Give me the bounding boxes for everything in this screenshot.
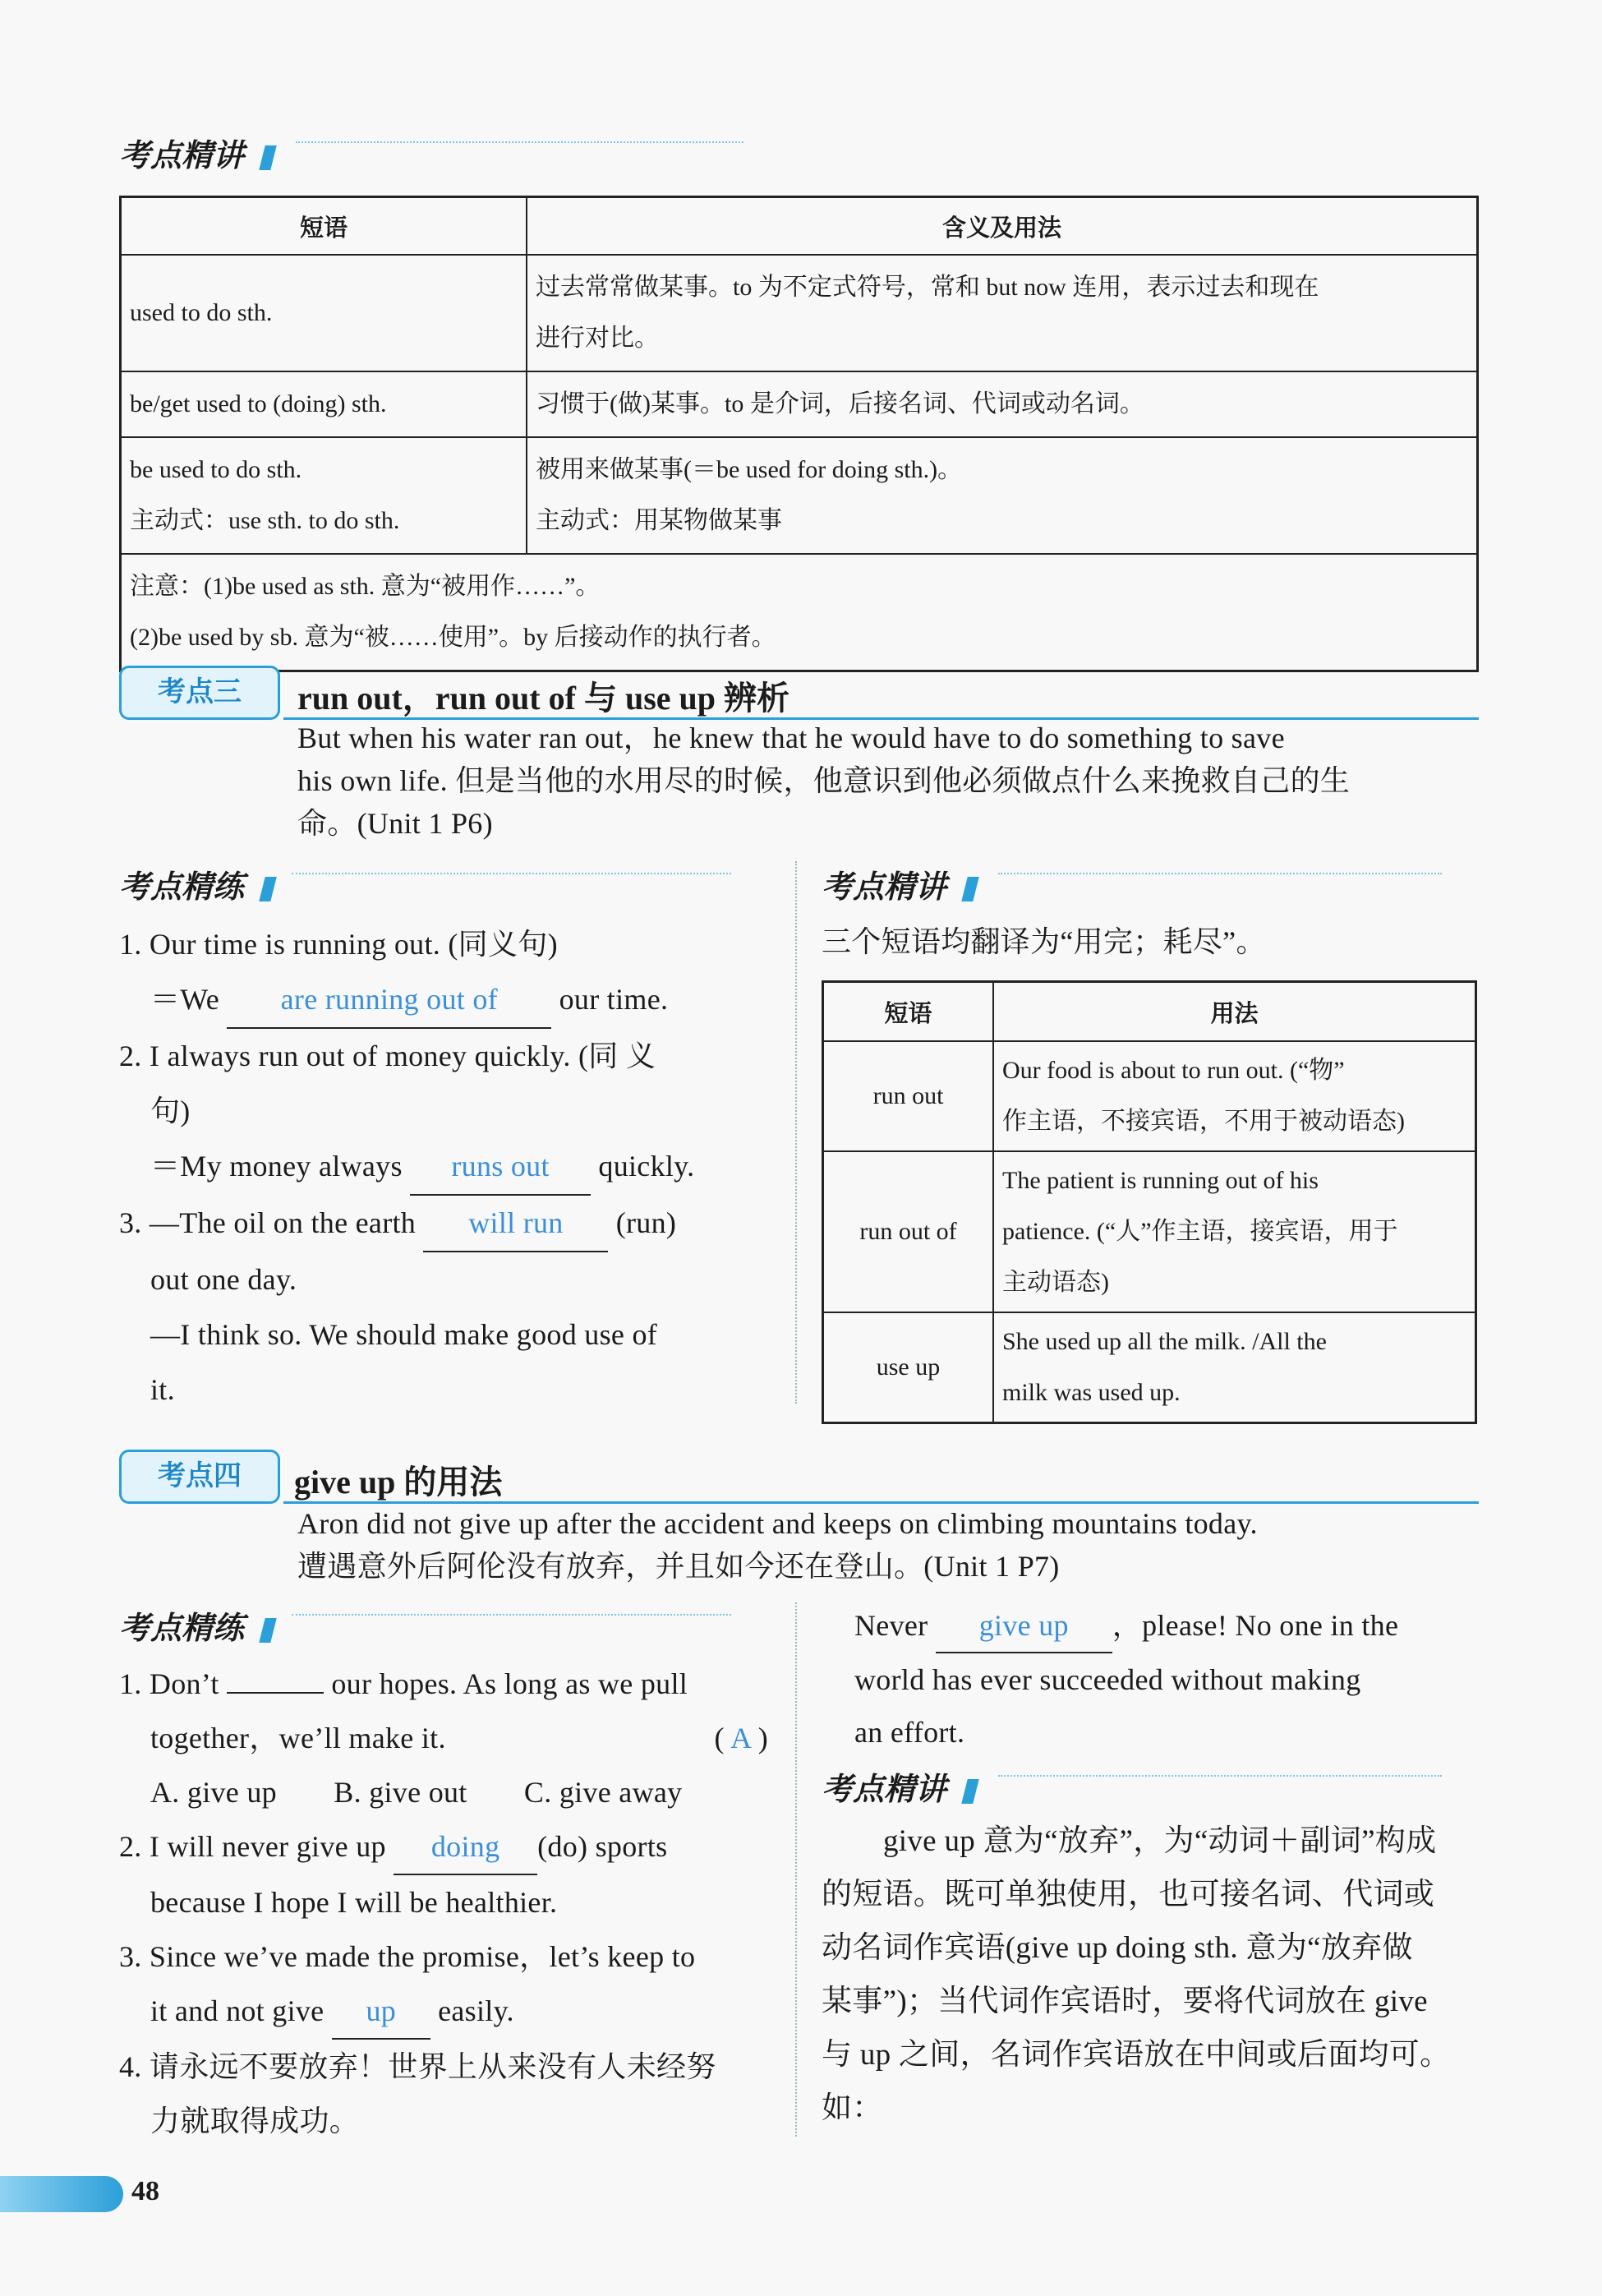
table-row (121, 437, 1478, 554)
question-3-reply: —I think so. We should make good use of (150, 1318, 658, 1351)
question-1-cont: together，we’ll make it. ( A ) (150, 1722, 768, 1754)
dotted-rule (292, 873, 731, 874)
question-2: 2. I always run out of money quickly. (同 义 (119, 1040, 656, 1072)
explain-heading: 考点精讲 (822, 1763, 976, 1809)
question-3: 3. —The oil on the earth will run (run) (119, 1196, 768, 1252)
table-cell: 过去常常做某事。to 为不定式符号，常和 but now 连用，表示过去和现在 进行对比。 (527, 255, 1478, 371)
point-title: run out，run out of 与 use up 辨析 (297, 680, 790, 717)
heading-bar-icon (961, 1779, 978, 1804)
question-4-answer: Never give up ，please! No one in the world has ever succeeded without making an effort. (854, 1599, 1479, 1759)
table-note: 注意：(1)be used as sth. 意为“被用作……”。 (2)be used by sb. 意为“被……使用”。by 后接动作的执行者。 (121, 554, 1478, 671)
heading-bar-icon (961, 877, 978, 901)
table-cell: used to do sth. (121, 255, 527, 371)
page-tab (0, 2176, 123, 2212)
empty-blank (227, 1692, 324, 1694)
table-header: 含义及用法 (527, 197, 1478, 256)
answer-blank: give up (936, 1599, 1112, 1653)
practice-list (119, 917, 768, 1418)
table-cell: The patient is running out of his patience. (“人”作主语，接宾语，用于 主动语态) (993, 1151, 1476, 1312)
point-tag: 考点四 (119, 1450, 280, 1504)
dotted-rule (998, 873, 1442, 874)
table-cell: run out (823, 1041, 994, 1151)
question-3-cont: out one day. (150, 1263, 297, 1296)
question-1: 1. Don’t our hopes. As long as we pull (119, 1667, 688, 1700)
example-sentence: But when his water ran out，he knew that he would have to do something to save his own life. 但是当他的水用尽的时候，他意识到他必须做点什么来挽救自己的生 命。(Unit 1 P6) (297, 722, 1351, 840)
explain-heading: 考点精讲 (822, 861, 976, 906)
table-cell: use up (823, 1312, 994, 1423)
section-heading: 考点精讲 (119, 130, 274, 175)
question-1: 1. Our time is running out. (同义句) (119, 928, 558, 961)
question-3: 3. Since we’ve made the promise，let’s keep to (119, 1940, 696, 1973)
practice-list (119, 1657, 768, 2148)
run-out-table (822, 980, 1477, 1424)
question-2-cont: 句) (150, 1095, 191, 1127)
table-row (121, 554, 1478, 671)
answer-blank: will run (423, 1196, 608, 1252)
column-divider (795, 861, 797, 1404)
point-tag: 考点三 (119, 666, 280, 720)
table-row (823, 1312, 1476, 1423)
heading-bar-icon (259, 145, 276, 170)
table-header: 短语 (823, 982, 994, 1042)
table-row (823, 1041, 1476, 1151)
practice-heading: 考点精练 (119, 1602, 274, 1648)
used-to-table (119, 196, 1479, 672)
dotted-rule (296, 141, 743, 143)
question-2-blank: ＝My money always runs out quickly. (119, 1139, 768, 1196)
table-header: 用法 (993, 982, 1476, 1042)
question-2: 2. I will never give up doing (do) sports (119, 1819, 768, 1875)
table-cell: She used up all the milk. /All the milk was used up. (993, 1312, 1476, 1423)
dotted-rule (998, 1775, 1442, 1777)
question-3-blank: it and not give up easily. (119, 1984, 768, 2040)
answer-blank: are running out of (227, 972, 551, 1029)
heading-bar-icon (259, 1618, 276, 1643)
explain-text: 三个短语均翻译为“用完；耗尽”。 (822, 925, 1266, 958)
example-sentence: Aron did not give up after the accident and keeps on climbing mountains today. 遭遇意外后阿伦没有放弃，并且如今还在登山。(Unit 1 P7) (297, 1507, 1258, 1583)
answer-blank: doing (394, 1819, 537, 1875)
table-row (121, 255, 1478, 371)
table-cell: 习惯于(做)某事。to 是介词，后接名词、代词或动名词。 (527, 371, 1478, 437)
question-3-reply-cont: it. (150, 1373, 175, 1406)
question-1-options: A. give up B. give out C. give away (150, 1776, 683, 1809)
question-4: 4. 请永远不要放弃！世界上从来没有人未经努 (119, 2050, 716, 2083)
table-cell: run out of (823, 1151, 994, 1312)
dotted-rule (292, 1614, 731, 1616)
table-row (121, 371, 1478, 437)
explain-paragraph: give up 意为“放弃”，为“动词＋副词”构成 的短语。既可单独使用，也可接名词、代词或 动名词作宾语(give up doing sth. 意为“放弃做 某事”)；当代词作宾语时，要将代词放在 give 与 up 之间，名词作宾语放在中间或后面均可。 如： (822, 1824, 1451, 2125)
answer-blank: up (332, 1984, 430, 2040)
question-1-blank: ＝We are running out of our time. (119, 972, 768, 1029)
choice-answer: A (730, 1722, 751, 1754)
table-cell: Our food is about to run out. (“物” 作主语，不接宾语，不用于被动语态) (993, 1041, 1476, 1151)
table-cell: be/get used to (doing) sth. (121, 371, 527, 437)
question-4-cont: 力就取得成功。 (150, 2105, 360, 2137)
column-divider (795, 1602, 797, 2137)
table-cell: 被用来做某事(＝be used for doing sth.)。 主动式：用某物做某事 (527, 437, 1478, 554)
heading-bar-icon (259, 877, 276, 901)
practice-heading: 考点精练 (119, 861, 274, 906)
table-header: 短语 (121, 197, 527, 256)
point-title: give up 的用法 (294, 1464, 503, 1501)
answer-blank: runs out (410, 1139, 591, 1196)
table-row (823, 1151, 1476, 1312)
page-number: 48 (131, 2176, 159, 2206)
table-cell: be used to do sth. 主动式：use sth. to do sth. (121, 437, 527, 554)
question-2-cont: because I hope I will be healthier. (150, 1886, 558, 1919)
